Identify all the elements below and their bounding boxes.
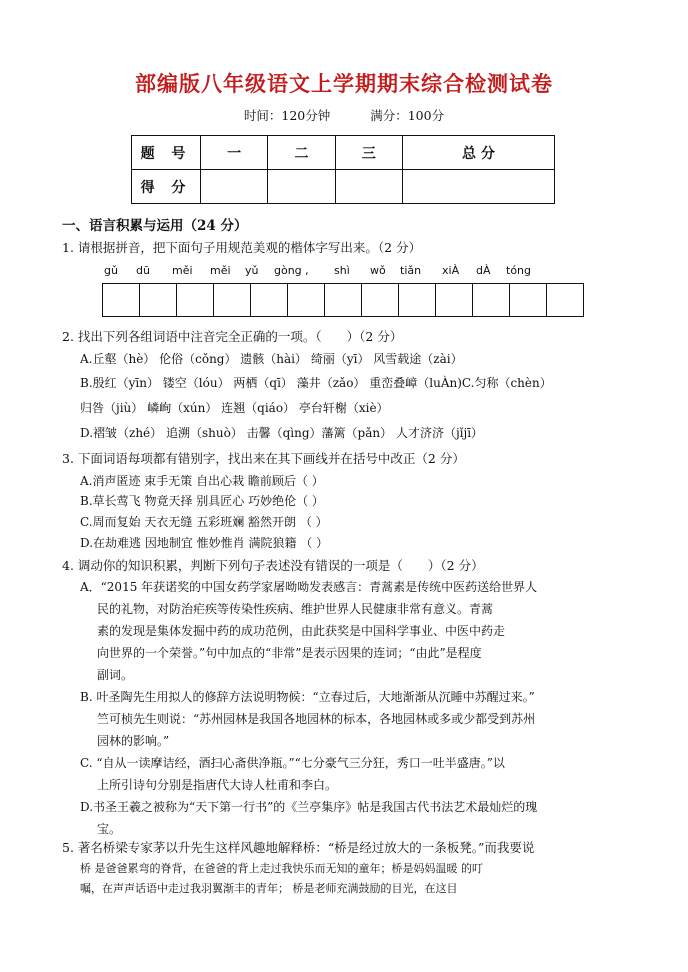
option-line: A．“2015 年获诺奖的中国女药学家屠呦呦发表感言：青蒿素是传统中医药送给世界人 (80, 580, 538, 594)
section-heading: 一、语言积累与运用（24 分） (62, 218, 248, 234)
option-line: D.在劫难逃 因地制宜 惟妙惟肖 满院狼籍 （ ） (80, 536, 329, 550)
question-4: 4. 调动你的知识积累，判断下列句子表述没有错误的一项是（ ）（2 分） (62, 558, 484, 573)
question-5-line: 桥 是爸爸累弯的脊背，在爸爸的背上走过我快乐而无知的童年；桥是妈妈温暖 的叮 (80, 862, 483, 875)
option-line: B.草长莺飞 物竟天择 别具匠心 巧妙绝伦（ ） (80, 494, 324, 508)
option-line: B. 叶圣陶先生用拟人的修辞方法说明物候：“立春过后，大地渐渐从沉睡中苏醒过来。” (80, 690, 535, 704)
option-line: 副词。 (97, 668, 134, 682)
writing-box[interactable] (436, 283, 473, 317)
writing-box[interactable] (214, 283, 251, 317)
question-3: 3. 下面词语每项都有错别字，找出来在其下画线并在括号中改正（2 分） (62, 451, 465, 466)
score-input-cell[interactable] (335, 170, 402, 204)
page-title: 部编版八年级语文上学期期末综合检测试卷 (135, 72, 553, 96)
option-line: A.消声匿迹 束手无策 自出心栽 瞻前顾后（ ） (80, 474, 324, 488)
question-5-line: 嘱，在声声话语中走过我羽翼渐丰的青年； 桥是老师充满鼓励的目光，在这目 (80, 882, 458, 895)
pinyin: měi (172, 264, 193, 277)
score-table-cell: 题 号 (132, 136, 201, 170)
score-table-header-row (132, 136, 555, 170)
score-table-cell: 二 (268, 136, 335, 170)
writing-box[interactable] (140, 283, 177, 317)
option-line: C.周而复始 天衣无缝 五彩班斓 豁然开朗 （ ） (80, 515, 328, 529)
option-line: D.书圣王羲之被称为“天下第一行书”的《兰亭集序》帖是我国古代书法艺术最灿烂的瑰 (80, 800, 538, 814)
writing-box[interactable] (177, 283, 214, 317)
pinyin: dū (136, 264, 150, 277)
pinyin: tiǎn (400, 264, 422, 277)
option-line: 归咎（jiù） 嶙峋（xún） 连翘（qiáo） 亭台轩榭（xiè） (80, 401, 389, 415)
writing-box[interactable] (510, 283, 547, 317)
pinyin: gòng , (274, 264, 309, 277)
pinyin: gǔ (104, 264, 118, 277)
pinyin: shì (334, 264, 350, 277)
writing-boxes (102, 283, 584, 317)
option-line: 竺可桢先生则说：“苏州园林是我国各地园林的标本，各地园林或多或少都受到苏州 (97, 712, 536, 726)
option-line: C. “自从一读摩诘经，酒扫心斋供净瓶。”“七分豪气三分狂，秀口一吐半盛唐。”以 (80, 756, 505, 770)
writing-box[interactable] (103, 283, 140, 317)
score-input-cell[interactable] (402, 170, 554, 204)
exam-time: 时间：120分钟 (243, 108, 331, 123)
pinyin: xiÀ (442, 264, 460, 277)
score-input-cell[interactable] (201, 170, 268, 204)
option-line: B.殷红（yīn） 镂空（lóu） 两栖（qī） 藻井（zǎo） 重峦叠嶂（luÀn)C.匀称（chèn） (80, 376, 552, 390)
option-line: D.褶皱（zhé） 追溯（shuò） 击馨（qìng）藩篱（pǎn） 人才济济（jǐjī） (80, 426, 484, 440)
option-line: 上所引诗句分别是指唐代大诗人杜甫和李白。 (97, 778, 338, 792)
score-table-cell: 总 分 (402, 136, 554, 170)
writing-box[interactable] (473, 283, 510, 317)
score-input-cell[interactable] (268, 170, 335, 204)
writing-box[interactable] (325, 283, 362, 317)
pinyin: yǔ (245, 264, 259, 277)
option-line: 向世界的一个荣誉。”句中加点的“非常”是表示因果的连词；“由此”是程度 (97, 646, 482, 660)
writing-box[interactable] (547, 283, 584, 317)
exam-info (0, 106, 688, 124)
option-line: 园林的影响。” (97, 734, 170, 748)
score-table-cell: 一 (201, 136, 268, 170)
question-1: 1. 请根据拼音，把下面句子用规范美观的楷体字写出来。（2 分） (62, 240, 422, 255)
option-line: 宝。 (97, 822, 122, 836)
pinyin: wǒ (370, 264, 386, 277)
pinyin: tóng (506, 264, 531, 277)
question-5: 5. 著名桥梁专家茅以升先生这样风趣地解释桥：“桥是经过放大的一条板凳。”而我要说 (62, 840, 535, 855)
score-table (131, 135, 555, 204)
pinyin: dÀ (476, 264, 491, 277)
option-line: A.丘壑（hè） 伦俗（cǒng） 遗骸（hài） 绮丽（yī） 风雪载途（zài） (80, 352, 463, 366)
option-line: 民的礼物，对防治疟疾等传染性疾病、维护世界人民健康非常有意义。青蒿 (97, 602, 494, 616)
score-table-cell: 得 分 (132, 170, 201, 204)
question-2: 2. 找出下列各组词语中注音完全正确的一项。（ ）（2 分） (62, 329, 403, 344)
writing-box[interactable] (362, 283, 399, 317)
score-table-cell: 三 (335, 136, 402, 170)
score-table-score-row (132, 170, 555, 204)
option-line: 素的发现是集体发掘中药的成功范例，由此获奖是中国科学事业、中医中药走 (97, 624, 506, 638)
writing-box[interactable] (399, 283, 436, 317)
writing-box[interactable] (288, 283, 325, 317)
exam-full-score: 满分：100分 (370, 108, 445, 123)
writing-box[interactable] (251, 283, 288, 317)
pinyin: měi (210, 264, 231, 277)
